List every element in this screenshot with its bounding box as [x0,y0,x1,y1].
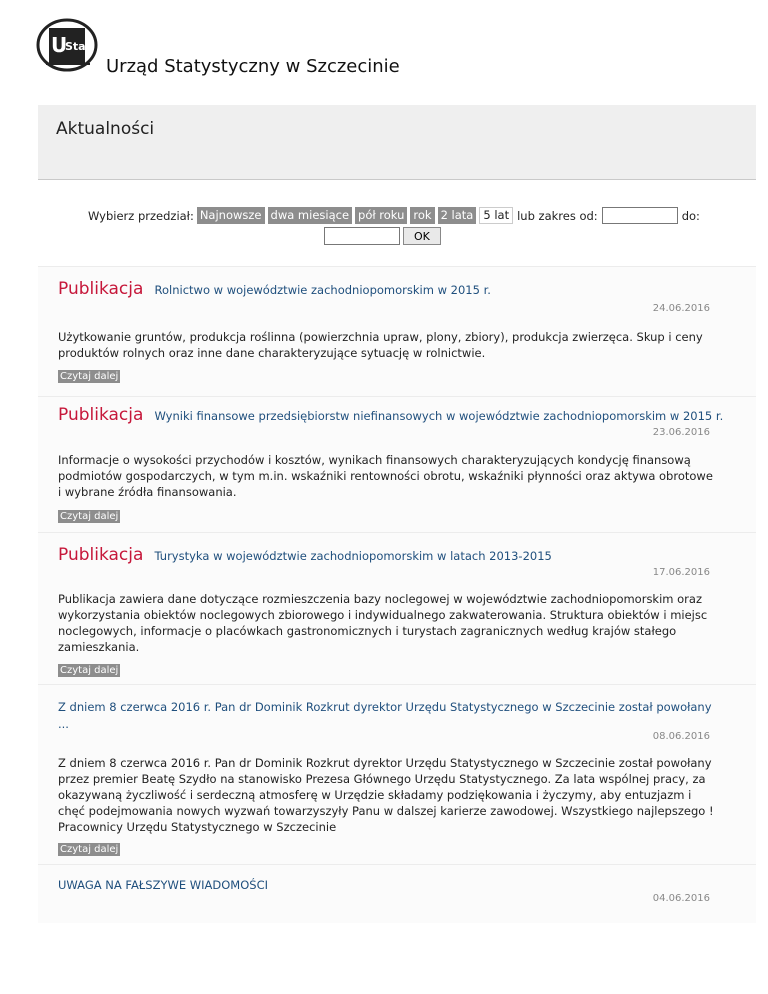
news-item [38,864,756,923]
item-date: 08.06.2016 [652,731,710,742]
news-item [38,532,756,685]
news-banner [38,105,756,180]
item-category: Publikacja [58,545,144,565]
range-from-label: lub zakres od: [517,208,598,223]
range-five-years-button[interactable]: 5 lat [479,207,513,224]
item-title-link[interactable]: Rolnictwo w województwie zachodniopomorskim w 2015 r. [154,283,491,297]
item-title-link[interactable]: Z dniem 8 czerwca 2016 r. Pan dr Dominik Rozkrut dyrektor Urzędu Statystycznego w Szczecinie został powołany ... [58,700,712,731]
item-date: 24.06.2016 [652,303,710,314]
date-from-input[interactable] [602,207,678,224]
item-description: Z dniem 8 czerwca 2016 r. Pan dr Dominik Rozkrut dyrektor Urzędu Statystycznego w Szczecinie został powołany przez premier Beatę Szydło na stanowisko Prezesa Głównego Urzędu Statystycznego. Za lata wspólnej pracy, za okazywaną życzliwość i serdeczną atmosferę w Urzędzie składamy podziękowania i życzymy, aby entuzjazm i chęć podejmowania nowych wyzwań towarzyszyły Panu w dalszej karierze zawodowej. Wszystkiego najlepszego ! Pracownicy Urzędu Statystycznego w Szczecinie [58,756,714,834]
news-item [38,266,756,397]
item-title-link[interactable]: Turystyka w województwie zachodniopomorskim w latach 2013-2015 [154,549,552,563]
site-title[interactable]: Urząd Statystyczny w Szczecinie [106,56,400,77]
range-half-year-button[interactable]: pół roku [355,207,407,224]
date-to-input[interactable] [324,227,400,245]
item-description: Publikacja zawiera dane dotyczące rozmieszczenia bazy noclegowej w województwie zachodniopomorskim oraz wykorzystania obiektów noclegowych zbiorowego i indywidualnego zakwaterowania. Struktura obiektów i miejsc noclegowych, informacje o placówkach gastronomicznych i turystach zagranicznych według krajów stałego zamieszkania. [58,592,708,654]
item-description: Informacje o wysokości przychodów i kosztów, wynikach finansowych charakteryzujących kondycję finansową podmiotów gospodarczych, w tym m.in. wskaźniki rentowności obrotu, wskaźniki płynności oraz aktywa obrotowe i wybrane źródła finansowania. [58,453,713,499]
svg-text:Stat: Stat [65,40,91,53]
item-title-link[interactable]: UWAGA NA FAŁSZYWE WIADOMOŚCI [58,878,268,892]
ustat-logo[interactable] [36,18,102,74]
header [36,18,756,78]
news-item [38,396,756,533]
item-description: Użytkowanie gruntów, produkcja roślinna (powierzchnia upraw, plony, zbiory), produkcja zwierzęca. Skup i ceny produktów rolnych oraz inne dane charakteryzujące sytuację w rolnictwie. [58,330,703,360]
read-more-button[interactable]: Czytaj dalej [60,665,119,676]
item-title-link[interactable]: Wyniki finansowe przedsiębiorstw niefinansowych w województwie zachodniopomorskim w 2015 r. [154,409,724,423]
svg-text:U: U [51,33,68,57]
read-more-button[interactable]: Czytaj dalej [60,371,119,382]
range-two-months-button[interactable]: dwa miesiące [268,207,353,224]
filter-label: Wybierz przedział: [88,208,194,223]
range-year-button[interactable]: rok [410,207,434,224]
news-item [38,684,756,865]
item-date: 23.06.2016 [652,427,710,438]
read-more-button[interactable]: Czytaj dalej [60,844,119,855]
page-title: Aktualności [56,119,155,139]
range-newest-button[interactable]: Najnowsze [197,207,265,224]
range-to-label: do: [681,208,700,223]
range-two-years-button[interactable]: 2 lata [438,207,477,224]
item-date: 04.06.2016 [652,893,710,904]
item-date: 17.06.2016 [652,567,710,578]
read-more-button[interactable]: Czytaj dalej [60,511,119,522]
item-category: Publikacja [58,279,144,299]
ok-button[interactable]: OK [403,227,441,245]
item-category: Publikacja [58,405,144,425]
